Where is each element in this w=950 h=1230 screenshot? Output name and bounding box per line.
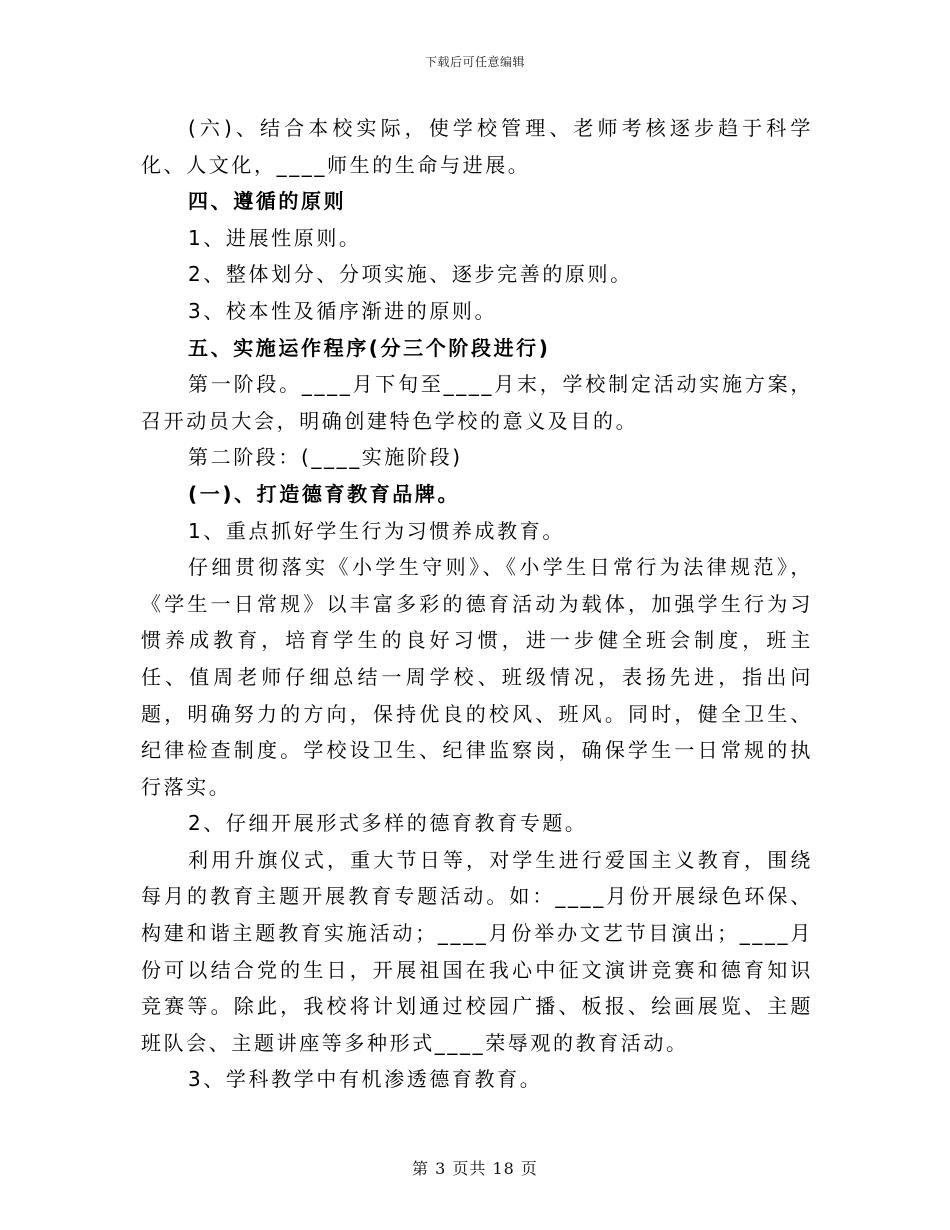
principle-3: 3、校本性及循序渐进的原则。 [188,298,498,323]
item-1-body: 仔细贯彻落实《小学生守则》、《小学生日常行为法律规范》，《学生一日常规》以丰富多彩的德育活动为载体，加强学生行为习惯养成教育，培育学生的良好习惯，进一步健全班会制度，班主任、值周老师仔细总结一周学校、班级情况，表扬先进，指出问题，明确努力的方向，保持优良的校风、班风。同时，健全卫生、纪律检查制度。学校设卫生、纪律监察岗，确保学生一日常规的执行落实。 [141,555,813,799]
item-2-heading: 2、仔细开展形式多样的德育教育专题。 [188,811,588,836]
principle-2: 2、整体划分、分项实施、逐步完善的原则。 [188,262,633,287]
stage-one-paragraph: 第一阶段。____月下旬至____月末，学校制定活动实施方案，召开动员大会，明确创建特色学校的意义及目的。 [141,372,813,433]
section-heading-procedure: 五、实施运作程序(分三个阶段进行) [188,335,551,360]
page-footer: 第 3 页共 18 页 [412,1159,538,1178]
page-header-note: 下载后可任意编辑 [424,55,525,69]
document-body [141,110,813,1098]
section-heading-principles: 四、遵循的原则 [188,189,347,214]
item-3-heading: 3、学科教学中有机渗透德育教育。 [188,1067,543,1092]
subheading-moral-education-brand: (一)、打造德育教育品牌。 [188,481,461,506]
item-2-body: 利用升旗仪式，重大节日等，对学生进行爱国主义教育，围绕每月的教育主题开展教育专题活动。如：____月份开展绿色环保、构建和谐主题教育实施活动；____月份举办文艺节目演出；____月份可以结合党的生日，开展祖国在我心中征文演讲竞赛和德育知识竞赛等。除此，我校将计划通过校园广播、板报、绘画展览、主题班队会、主题讲座等多种形式____荣辱观的教育活动。 [141,847,813,1055]
principle-1: 1、进展性原则。 [188,225,362,250]
paragraph-item-6: (六)、结合本校实际，使学校管理、老师考核逐步趋于科学化、人文化，____师生的生命与进展。 [141,116,813,177]
item-1-heading: 1、重点抓好学生行为习惯养成教育。 [188,518,565,543]
stage-two-paragraph: 第二阶段：(____实施阶段) [188,445,463,470]
